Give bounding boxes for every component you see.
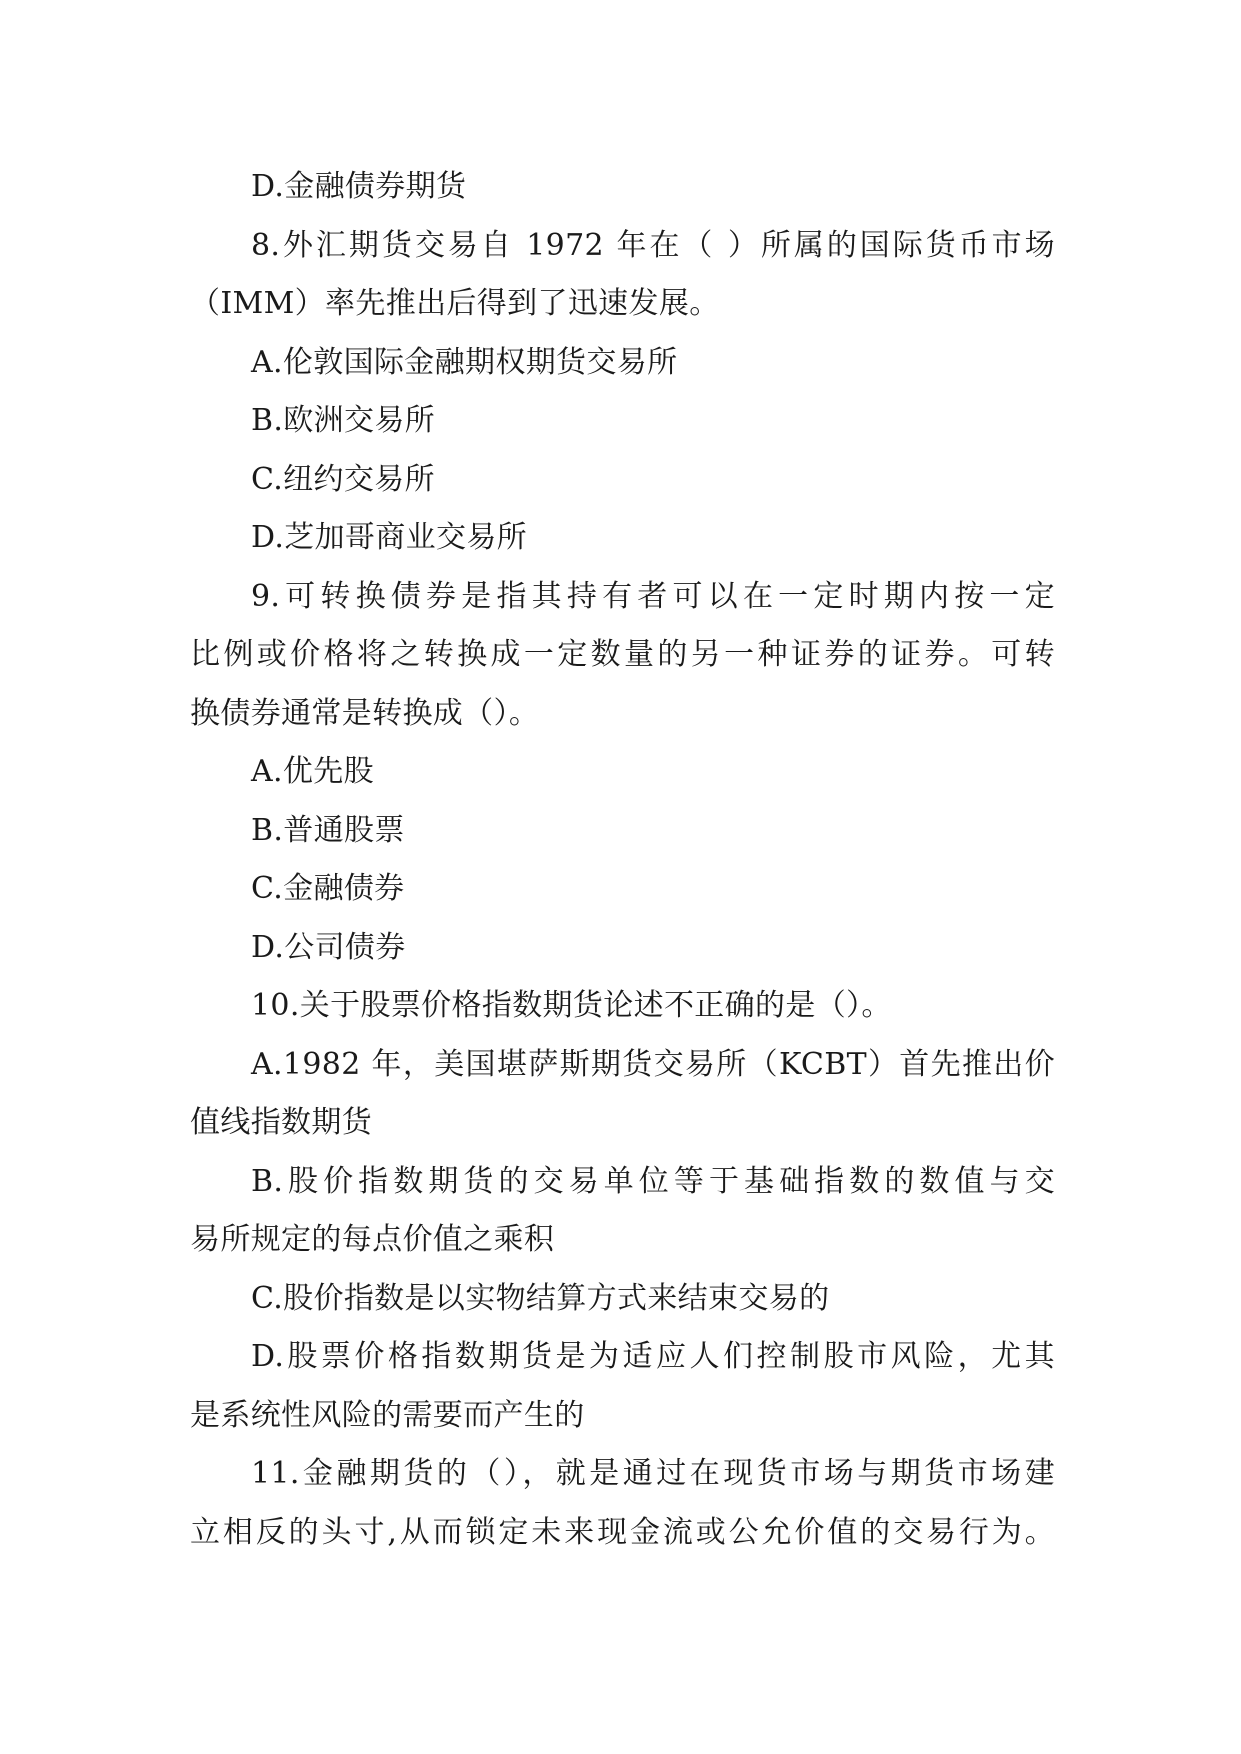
option-text-cont: 是系统性风险的需要而产生的 [190, 1397, 585, 1433]
option-text: D.芝加哥商业交易所 [251, 520, 528, 555]
document-page [190, 158, 1055, 1562]
option-text: D.公司债券 [251, 929, 406, 965]
option-text: A.伦敦国际金融期权期货交易所 [251, 344, 678, 380]
question-9-text-cont: 比例或价格将之转换成一定数量的另一种证券的证券。可转 [190, 637, 1055, 672]
option-text: B.股价指数期货的交易单位等于基础指数的数值与交 [251, 1163, 1055, 1199]
question-9-text-cont: 换债券通常是转换成（）。 [190, 695, 540, 731]
option-text: C.股价指数是以实物结算方式来结束交易的 [251, 1280, 830, 1316]
question-11-text-cont: 立相反的头寸,从而锁定未来现金流或公允价值的交易行为。 [190, 1514, 1055, 1550]
question-9-text: 9.可转换债券是指其持有者可以在一定时期内按一定 [251, 578, 1055, 614]
option-text: D.股票价格指数期货是为适应人们控制股市风险，尤其 [251, 1339, 1055, 1374]
question-8-text-cont: （IMM）率先推出后得到了迅速发展。 [190, 286, 720, 321]
option-text: C.纽约交易所 [251, 461, 435, 497]
option-text-cont: 易所规定的每点价值之乘积 [190, 1222, 555, 1257]
question-8-text: 8.外汇期货交易自 1972 年在（ ）所属的国际货币市场 [251, 227, 1055, 263]
option-text: B.普通股票 [251, 812, 405, 848]
question-10-text: 10.关于股票价格指数期货论述不正确的是（）。 [251, 988, 892, 1023]
option-text: B.欧洲交易所 [251, 403, 436, 438]
option-text-cont: 值线指数期货 [190, 1105, 373, 1140]
option-text: D.金融债券期货 [251, 169, 467, 204]
option-text: A.优先股 [251, 754, 374, 789]
question-11-text: 11.金融期货的（），就是通过在现货市场与期货市场建 [251, 1456, 1055, 1491]
option-text: C.金融债券 [251, 871, 405, 906]
option-text: A.1982 年，美国堪萨斯期货交易所（KCBT）首先推出价 [251, 1046, 1055, 1082]
